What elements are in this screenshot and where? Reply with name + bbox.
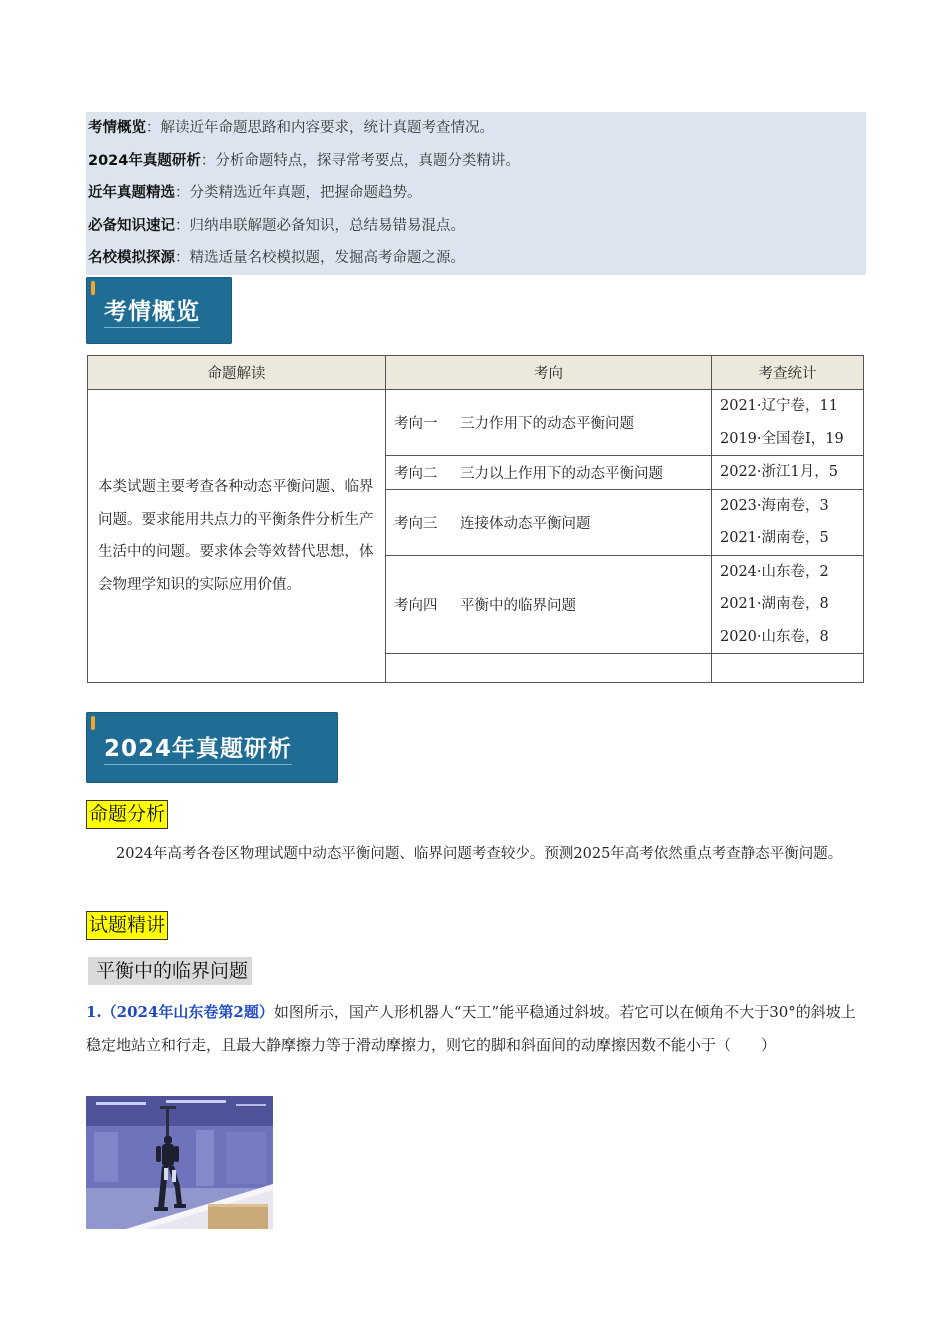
direction-number: 考向四 [394, 597, 438, 614]
banner-tab-marker [91, 716, 95, 730]
intro-row [86, 242, 866, 275]
empty-cell [712, 654, 864, 683]
direction-cell [386, 489, 712, 555]
intro-key: 必备知识速记 [88, 217, 175, 234]
table-header: 考向 [386, 356, 712, 390]
robot-on-slope-photo [86, 1096, 273, 1229]
stat-entry: 2023·海南卷，3 [720, 497, 829, 514]
stat-entry: 2021·湖南卷，8 [720, 596, 829, 612]
direction-topic: 三力作用下的动态平衡问题 [460, 416, 634, 432]
stat-entry: 2022·浙江1月，5 [720, 464, 838, 480]
stats-cell [712, 555, 864, 654]
table-header: 命题解读 [88, 356, 386, 390]
section-banner-overview [86, 277, 232, 344]
intro-row [86, 177, 866, 210]
stats-cell [712, 456, 864, 490]
direction-topic: 平衡中的临界问题 [460, 597, 576, 614]
stat-entry: 2024·山东卷，2 [720, 563, 829, 580]
intro-key: 近年真题精选 [88, 185, 175, 202]
stat-entry: 2020·山东卷，8 [720, 628, 829, 645]
intro-key: 考情概览 [88, 120, 146, 136]
direction-number: 考向一 [394, 416, 438, 432]
intro-row [86, 112, 866, 145]
stat-entry: 2021·湖南卷，5 [720, 530, 829, 546]
question-body: 如图所示，国产人形机器人“天工”能平稳通过斜坡。若它可以在倾角不大于30°的斜坡上稳定地站立和行走，且最大静摩擦力等于滑动摩擦力，则它的脚和斜面间的动摩擦因数不能小于（ ） [86, 1003, 856, 1054]
banner-title: 2024年真题研析 [104, 730, 292, 765]
robot-on-slope-illustration [86, 1096, 273, 1229]
empty-cell [386, 654, 712, 683]
heading-lecture: 试题精讲 [86, 911, 168, 940]
banner-tab-marker [91, 281, 95, 295]
intro-text: ：分析命题特点，探寻常考要点，真题分类精讲。 [200, 152, 520, 169]
direction-number: 考向三 [394, 515, 438, 532]
stats-cell [712, 390, 864, 456]
intro-row [86, 145, 866, 178]
intro-key: 2024年真题研析 [88, 152, 201, 169]
direction-cell [386, 555, 712, 654]
heading-analysis: 命题分析 [86, 800, 168, 829]
intro-text: ：精选适量名校模拟题，发掘高考命题之源。 [175, 250, 465, 267]
table-header: 考查统计 [712, 356, 864, 390]
direction-number: 考向二 [394, 465, 438, 482]
direction-cell [386, 390, 712, 456]
section-banner-analysis [86, 712, 338, 783]
analysis-paragraph: 2024年高考各卷区物理试题中动态平衡问题、临界问题考查较少。预测2025年高考依然重点考查静态平衡问题。 [116, 846, 843, 862]
stats-cell [712, 489, 864, 555]
banner-title: 考情概览 [104, 293, 200, 328]
intro-row [86, 210, 866, 243]
table-header-row [88, 356, 864, 390]
intro-text: ：分类精选近年真题，把握命题趋势。 [175, 185, 422, 202]
stat-entry: 2021·辽宁卷，11 [720, 398, 838, 414]
intro-text: ：归纳串联解题必备知识，总结易错易混点。 [175, 217, 465, 234]
direction-cell [386, 456, 712, 490]
question-source: 1.（2024年山东卷第2题） [86, 1003, 274, 1021]
subheading-critical-balance: 平衡中的临界问题 [88, 957, 252, 985]
intro-summary [86, 112, 866, 275]
intro-key: 名校模拟探源 [88, 250, 175, 267]
exam-overview-table [87, 355, 864, 683]
stat-entry: 2019·全国卷I，19 [720, 430, 844, 447]
direction-topic: 三力以上作用下的动态平衡问题 [460, 465, 663, 482]
direction-topic: 连接体动态平衡问题 [460, 515, 591, 532]
question-1 [86, 996, 868, 1061]
intro-text: ：解读近年命题思路和内容要求，统计真题考查情况。 [146, 120, 494, 136]
proposition-description: 本类试题主要考查各种动态平衡问题、临界问题。要求能用共点力的平衡条件分析生产生活中的问题。要求体会等效替代思想，体会物理学知识的实际应用价值。 [88, 390, 386, 683]
table-row [88, 390, 864, 456]
